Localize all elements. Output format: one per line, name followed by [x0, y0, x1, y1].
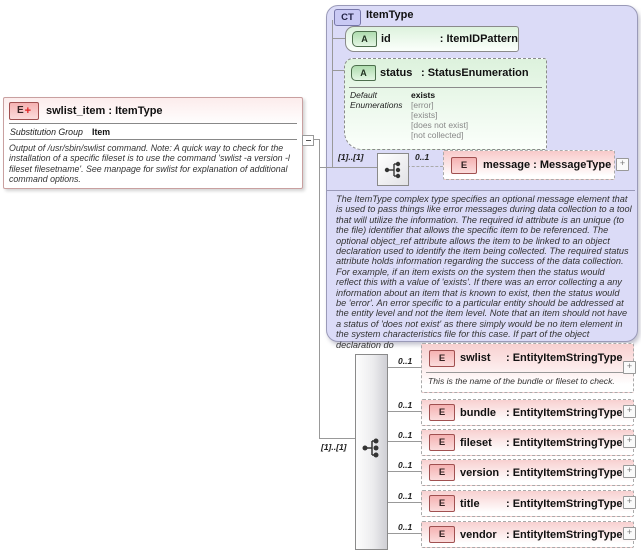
- enumeration-value: [does not exist]: [411, 120, 469, 130]
- element-title-box[interactable]: [421, 490, 634, 517]
- complextype-icon: CT: [334, 9, 361, 26]
- connector-spine: [332, 20, 333, 168]
- branch-line: [386, 471, 421, 472]
- connector-line: [332, 38, 345, 39]
- element-vendor-box[interactable]: [421, 521, 634, 548]
- element-name: title: [460, 497, 480, 510]
- expand-bundle-button[interactable]: +: [623, 405, 636, 418]
- element-swlist-item-box[interactable]: [3, 97, 303, 189]
- sequence-glyph: [382, 159, 404, 181]
- attribute-status-box[interactable]: [344, 58, 547, 150]
- occurrence-label: 0..1: [415, 152, 430, 162]
- global-element-title: swlist_item : ItemType: [46, 104, 163, 117]
- element-icon: E: [429, 464, 455, 481]
- element-fileset-box[interactable]: [421, 429, 634, 456]
- attribute-name: id: [381, 33, 391, 45]
- complextype-documentation: The ItemType complex type specifies an optional message element that is used to pass things like error messages during data collection to a tool that will utilize the information. The required id attribute is an unique (to the file) identifier that allows the specific item to be referenced. The optional object_ref attribute allows the item to be linked to an object declaration used to identify the item being collected. The required status attribute holds information regarding the success of the data collection. For example, if an item exists on the system then the status would reflect this with a value of 'exists'. If there was an error collecting a any information about an item that is known to exist, then the status would be 'error'. An error specific to a particular entity should be addressed at the entity level and not the item level. Note that an item should not have a status of 'does not exist' as there simply would be no item element in the system characteristics file for this case. If part of the object declaration do: [336, 194, 632, 350]
- element-annotation: Output of /usr/sbin/swlist command. Note: A quick way to check for the installation of a specific fileset is to use the command 'swlist -a version -l fileset filesetname'. See manpage for swlist for explanation of additional command options.: [9, 143, 290, 185]
- element-type: : EntityItemStringType: [506, 436, 623, 449]
- connector-line: [320, 167, 377, 168]
- element-icon: E: [429, 404, 455, 421]
- element-bundle-box[interactable]: [421, 399, 634, 426]
- element-type: : EntityItemStringType: [506, 528, 623, 541]
- connector-line: [319, 438, 355, 439]
- occurrence-label: 0..1: [398, 400, 413, 410]
- element-icon: E: [429, 526, 455, 543]
- enumeration-value: [not collected]: [411, 130, 464, 140]
- divider: [349, 87, 542, 88]
- occurrence-label: [1]..[1]: [321, 442, 347, 452]
- expand-fileset-button[interactable]: +: [623, 435, 636, 448]
- attribute-type: : ItemIDPattern: [439, 33, 518, 45]
- element-name: swlist: [460, 352, 491, 364]
- branch-line: [386, 367, 421, 368]
- element-annotation: This is the name of the bundle or fileset to check.: [428, 376, 615, 386]
- divider: [327, 190, 635, 191]
- element-type: : EntityItemStringType: [506, 466, 623, 479]
- expand-version-button[interactable]: +: [623, 465, 636, 478]
- facet-default-value: exists: [411, 90, 436, 100]
- element-message-box[interactable]: [443, 150, 615, 180]
- branch-line: [386, 441, 421, 442]
- branch-line: [386, 502, 421, 503]
- element-icon: E: [429, 350, 455, 367]
- enumeration-value: [error]: [411, 100, 434, 110]
- branch-line: [386, 533, 421, 534]
- substitution-group-label: Substitution Group: [10, 126, 83, 137]
- element-type: : EntityItemStringType: [506, 406, 623, 419]
- expand-swlist-button[interactable]: +: [623, 361, 636, 374]
- element-name: fileset: [460, 436, 492, 449]
- element-swlist-box[interactable]: [421, 343, 634, 393]
- element-icon: E: [429, 434, 455, 451]
- element-type: : EntityItemStringType: [506, 352, 623, 364]
- element-type: : EntityItemStringType: [506, 497, 623, 510]
- element-icon: E: [429, 495, 455, 512]
- global-element-icon: E +: [9, 102, 39, 120]
- enumeration-value: [exists]: [411, 110, 438, 120]
- occurrence-label: 0..1: [398, 460, 413, 470]
- occurrence-label: 0..1: [398, 491, 413, 501]
- element-version-box[interactable]: [421, 459, 634, 486]
- expand-title-button[interactable]: +: [623, 496, 636, 509]
- substitution-group-value: Item: [92, 126, 111, 137]
- element-name: version: [460, 466, 500, 479]
- element-icon: E: [451, 157, 477, 174]
- attribute-icon: A: [352, 31, 377, 47]
- attribute-icon: A: [351, 65, 376, 81]
- occurrence-label: 0..1: [398, 356, 413, 366]
- expand-message-button[interactable]: +: [616, 158, 629, 171]
- occurrence-label: [1]..[1]: [338, 152, 364, 162]
- element-label: message : MessageType: [483, 159, 612, 171]
- attribute-name: status: [380, 67, 413, 79]
- occurrence-label: 0..1: [398, 522, 413, 532]
- facet-label-enumerations: Enumerations: [350, 100, 403, 110]
- attribute-type: : StatusEnumeration: [421, 67, 529, 79]
- connector-line: [319, 139, 320, 439]
- branch-line: [386, 411, 421, 412]
- collapse-toggle-button[interactable]: [302, 135, 314, 146]
- facet-label-default: Default: [350, 90, 377, 100]
- connector-line: [332, 70, 344, 71]
- expand-vendor-button[interactable]: +: [623, 527, 636, 540]
- element-name: vendor: [460, 528, 497, 541]
- occurrence-label: 0..1: [398, 430, 413, 440]
- sequence-compositor-icon[interactable]: [377, 153, 409, 186]
- attribute-id-box[interactable]: [345, 26, 519, 52]
- plus-glyph: +: [24, 104, 32, 117]
- element-name: bundle: [460, 406, 497, 419]
- optional-connector-line: [407, 166, 443, 167]
- sequence-glyph: [359, 436, 383, 460]
- complextype-title: ItemType: [366, 9, 414, 21]
